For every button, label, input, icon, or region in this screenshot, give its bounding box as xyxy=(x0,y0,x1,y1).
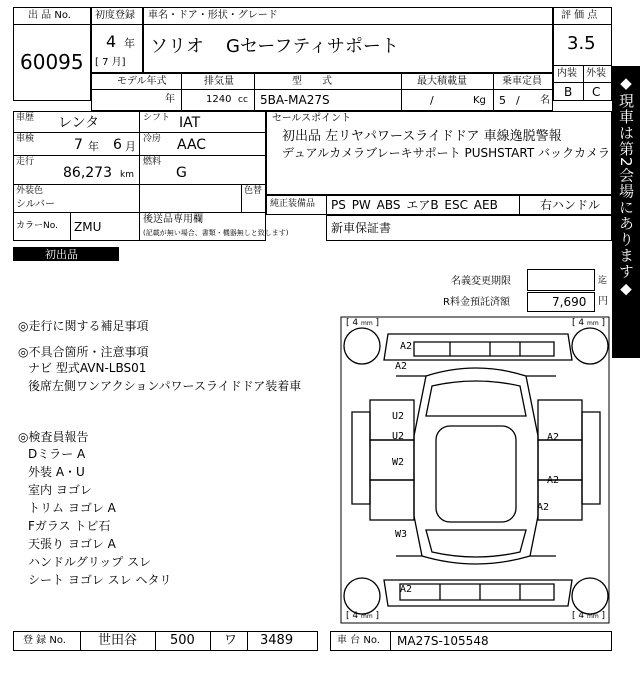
max-load-label: 最大積載量 xyxy=(417,76,467,87)
tire-label-rear-right: [ 4 mm ] xyxy=(572,611,606,621)
equipment-item: エアB xyxy=(406,198,439,212)
first-reg-year-unit: 年 xyxy=(124,37,135,50)
model-year-label: モデル年式 xyxy=(117,76,167,87)
car-info-label: 車名・ドア・形状・グレード xyxy=(148,10,278,21)
after-parts-label: 後送品専用欄 xyxy=(143,214,203,225)
score-label: 評 価 点 xyxy=(561,10,598,21)
venue-notice-text: ◆現車は第2会場にあります◆ xyxy=(617,74,635,299)
recycle-value: 7,690 xyxy=(552,295,587,309)
damage-mark: A2 xyxy=(547,475,560,486)
inspector-line: Dミラー A xyxy=(28,447,86,461)
score-value: 3.5 xyxy=(567,33,596,54)
reg-number: 3489 xyxy=(260,633,294,648)
equipment-items xyxy=(331,199,498,211)
tire-label-front-left: [ 4 mm ] xyxy=(346,318,380,328)
inspection-month: 6 xyxy=(113,137,122,153)
equipment-item: ESC xyxy=(444,198,468,212)
car-grade: Gセーフティサポート xyxy=(226,36,399,57)
tire-label-front-right: [ 4 mm ] xyxy=(572,318,606,328)
lot-label: 出 品 No. xyxy=(28,10,71,21)
exterior-label: 外装 xyxy=(586,68,606,79)
damage-mark: A2 xyxy=(547,432,560,443)
steering-side: 右ハンドル xyxy=(540,198,601,212)
damage-mark: A2 xyxy=(400,341,413,352)
chassis-label: 車 台 No. xyxy=(337,635,380,646)
name-change-box xyxy=(527,269,595,291)
lot-number: 60095 xyxy=(20,50,84,74)
reg-kana: ワ xyxy=(224,633,238,648)
reg-label: 登 録 No. xyxy=(23,635,66,646)
inspector-line: ハンドルグリップ スレ xyxy=(28,555,152,569)
after-parts-note: (記載が無い場合、書類・機器無しと致します) xyxy=(143,229,289,237)
warranty-value: 新車保証書 xyxy=(331,221,392,235)
model-year-unit: 年 xyxy=(165,94,175,105)
first-listing-text: 初出品 xyxy=(45,248,78,261)
color-no-label: カラーNo. xyxy=(16,221,58,231)
damage-mark: A2 xyxy=(400,584,413,595)
damage-diagram xyxy=(340,316,612,628)
first-reg-month: [ 7 月] xyxy=(95,57,126,68)
type-value: 5BA-MA27S xyxy=(260,93,330,107)
recycle-label: R料金預託済額 xyxy=(443,297,510,308)
equipment-item: ABS xyxy=(376,198,401,212)
ac-label: 冷房 xyxy=(143,134,162,144)
displacement-label: 排気量 xyxy=(204,76,234,87)
damage-mark: W2 xyxy=(392,457,405,468)
inspection-year: 7 xyxy=(74,137,83,153)
defects-line: ナビ 型式AVN-LBS01 xyxy=(28,361,147,375)
damage-mark: U2 xyxy=(392,411,405,422)
inspection-label: 車検 xyxy=(16,134,35,144)
venue-notice-banner xyxy=(612,66,640,358)
history-label: 車歴 xyxy=(16,113,35,123)
reg-area: 世田谷 xyxy=(98,633,138,648)
tire-label-rear-left: [ 4 mm ] xyxy=(346,611,380,621)
shift-label: シフト xyxy=(143,113,171,123)
interior-label: 内装 xyxy=(557,68,577,79)
equipment-item: PS xyxy=(331,198,346,212)
fuel-value: G xyxy=(176,165,187,181)
chassis-value: MA27S-105548 xyxy=(397,634,489,648)
ext-color-value: シルバー xyxy=(16,199,56,210)
inspector-line: 外装 A・U xyxy=(28,465,85,479)
fuel-label: 燃料 xyxy=(143,157,162,167)
sales-points-line2: デュアルカメラブレーキサポート PUSHSTART バックカメラ xyxy=(282,146,610,160)
displacement-value: 1240 xyxy=(206,94,232,105)
capacity-label: 乗車定員 xyxy=(502,76,542,87)
mileage-label: 走行 xyxy=(16,157,35,167)
inspector-line: Fガラス トビ石 xyxy=(28,519,111,533)
damage-mark: A2 xyxy=(537,502,550,513)
history-value: レンタ xyxy=(58,115,100,131)
name-change-label: 名義変更期限 xyxy=(451,276,511,287)
sales-points-line1: 初出品 左リヤパワースライドドア 車線逸脱警報 xyxy=(282,129,562,144)
defects-heading: ◎不具合箇所・注意事項 xyxy=(18,345,149,359)
inspection-month-unit: 月 xyxy=(125,140,136,153)
max-load-unit: Kg xyxy=(473,95,486,106)
equipment-label: 純正装備品 xyxy=(270,199,316,209)
damage-mark: W3 xyxy=(395,529,408,540)
inspector-line: 室内 ヨゴレ xyxy=(28,483,92,497)
interior-score: B xyxy=(564,85,573,99)
capacity-sep: / xyxy=(516,94,520,107)
sales-points-label: セールスポイント xyxy=(272,113,352,124)
recycle-unit: 円 xyxy=(598,296,608,307)
capacity-value: 5 xyxy=(499,94,506,107)
equipment-item: AEB xyxy=(473,198,498,212)
max-load-value: / xyxy=(430,94,434,107)
first-reg-label: 初度登録 xyxy=(95,10,135,21)
damage-mark: A2 xyxy=(395,361,408,372)
ext-color-label: 外装色 xyxy=(16,186,44,196)
capacity-unit: 名 xyxy=(540,95,550,106)
equipment-item: PW xyxy=(351,198,371,212)
ac-value: AAC xyxy=(177,137,207,153)
car-name: ソリオ xyxy=(150,36,204,57)
exterior-score: C xyxy=(592,85,601,99)
inspection-year-unit: 年 xyxy=(88,140,99,153)
type-label: 型 式 xyxy=(292,76,332,87)
color-no-value: ZMU xyxy=(74,220,102,234)
color-change-label: 色替 xyxy=(244,186,263,196)
shift-value: IAT xyxy=(179,115,201,131)
defects-line: 後席左側ワンアクションパワースライドドア装着車 xyxy=(28,379,302,393)
first-reg-year: 4 xyxy=(106,32,117,51)
mileage-value: 86,273 xyxy=(63,165,112,181)
inspector-line: シート ヨゴレ スレ ヘタリ xyxy=(28,573,172,587)
driving-notes-heading: ◎走行に関する補足事項 xyxy=(18,319,149,333)
damage-mark: U2 xyxy=(392,431,405,442)
reg-class: 500 xyxy=(170,633,195,648)
inspector-line: トリム ヨゴレ A xyxy=(28,501,116,515)
displacement-unit: cc xyxy=(238,95,248,105)
mileage-unit: km xyxy=(120,170,134,180)
inspector-line: 天張り ヨゴレ A xyxy=(28,537,116,551)
inspector-heading: ◎検査員報告 xyxy=(18,430,89,444)
name-change-unit: 迄 xyxy=(598,276,608,286)
